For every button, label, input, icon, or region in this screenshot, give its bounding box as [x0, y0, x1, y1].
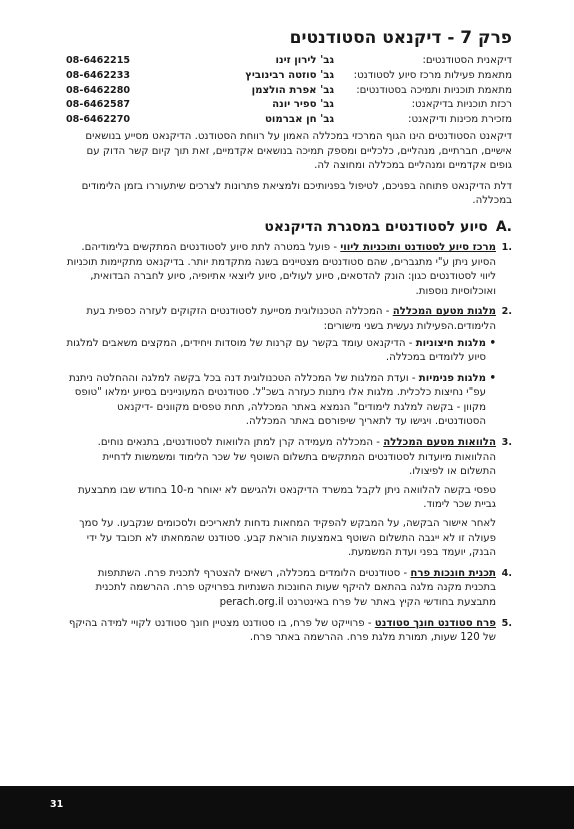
- intro-paragraph: דיקאנט הסטודנטים הינו הגוף המרכזי במכללה האמון על רווחת הסטודנט. הדיקנאט מסייע בנושאים אישיים, חברתיים, מנהליים, כלכליים ומספק תמיכה בנושאים אקדמיים, זאת תוך קיום קשר הדוק עם גופים אקדמיים ומנהליים במכללה ומחוצה לה.: [85, 130, 512, 172]
- bullet-icon: •: [489, 337, 496, 349]
- staff-name: גב' אפרת הולצמן: [251, 84, 334, 96]
- sub-list: [66, 337, 496, 431]
- sub-item-term: מלגות פנימיות: [418, 372, 486, 384]
- staff-phone: 08-6462270: [66, 114, 131, 126]
- chapter-title: פרק 7 - דיקנאט הסטודנטים: [289, 28, 512, 48]
- item-number: .1: [501, 241, 512, 253]
- staff-row: [66, 84, 512, 99]
- list-item: [66, 436, 512, 561]
- staff-name: גב' ספיר יונה: [272, 99, 334, 111]
- assistance-list: [66, 241, 512, 646]
- staff-role: מתאמת תוכניות ותמיכה בסטודנטים:: [356, 84, 512, 96]
- sub-item-text: - הדיקנאט עומד בקשר עם קרנות של מוסדות ויחידים, המקצים משאבים למלגות סיוע ללומדים במכללה.: [66, 337, 486, 364]
- staff-name: גב' סוזטה רבינוביץ: [245, 69, 334, 81]
- staff-phone: 08-6462233: [66, 69, 131, 81]
- item-term: מלגות מטעם המכללה: [392, 306, 496, 318]
- sub-list-item: [66, 337, 496, 366]
- item-text: - פועל במטרה לתת סיוע לסטודנטים המתקשים בלימודיהם. הסיוע ניתן ע"י מתגברים, שהם סטודנטים מצטיינים בשנה מתקדמת יותר. בדיקנאט מתקיימות תוכניות ליווי לסטודנטים כגון: הונק להדסאים, סיוע לעולים, סיוע ליוצאי אתיופיה, סיוע לחברה הבדואית, ואוכלוסיות נוספות.: [66, 241, 496, 297]
- item-number: .4: [501, 567, 512, 579]
- section-heading: [66, 217, 512, 237]
- staff-row: [66, 98, 512, 113]
- staff-role: דיקאנית הסטודנטים:: [422, 55, 512, 66]
- section-letter: .A: [495, 218, 512, 235]
- page-content: [66, 26, 512, 652]
- bullet-icon: •: [489, 372, 496, 384]
- page-number: 31: [50, 799, 64, 810]
- list-item: [66, 617, 512, 646]
- item-paragraph: טפסי בקשה להלוואה ניתן לקבל במשרד הדיקנאט ולהגישם לא יאוחר מ-10 בחודש שבו מתבצעת גביית שכר לימוד.: [77, 484, 496, 511]
- staff-name: גב' חן אברמוט: [264, 114, 334, 126]
- perach-link[interactable]: perach.org.il: [219, 597, 284, 609]
- section-title: סיוע לסטודנטים במסגרת הדיקנאט: [264, 218, 488, 235]
- item-term: הלוואות מטעם המכללה: [383, 437, 496, 449]
- item-number: .5: [501, 617, 512, 629]
- staff-role: מתאמת פעילות מרכז סיוע לסטודנט:: [353, 69, 512, 81]
- item-number: .2: [501, 306, 512, 318]
- staff-name: גב' לירון זינו: [275, 55, 334, 66]
- item-term: תכנית חונכות פרח: [410, 567, 496, 579]
- item-text: - סטודנטים הלומדים במכללה, רשאים להצטרף לתכנית פרח. השתתפות בתכנית מקנה מלגה בהתאם להיקף שעות החונכות השנתיות בפרויקט פרח. ההרשמה לתכנית מתבצעת בחודשי הקיץ באתר של פרח באינטרנט: [95, 567, 496, 609]
- sub-item-term: מלגות חיצוניות: [415, 337, 486, 349]
- item-number: .3: [501, 437, 512, 449]
- item-term: מרכז סיוע לסטודנט ותוכניות ליווי: [340, 241, 496, 253]
- staff-role: מזכירת מכינות ודיקאנט:: [408, 114, 512, 126]
- list-item: [66, 305, 512, 430]
- staff-phone: 08-6462280: [66, 84, 131, 96]
- staff-row: [66, 69, 512, 84]
- page-footer-bar: [0, 786, 574, 829]
- intro-paragraph: דלת הדיקנאט פתוחה בפניכם, לטיפול בפניותיכם ולמציאת פתרונות לצרכים שיתעוררו בזמן הלימודים במכללה.: [81, 180, 512, 207]
- sub-list-item: [66, 372, 496, 430]
- sub-item-text: - ועדת המלגות של המכללה הטכנולוגית דנה בכל בקשה למלגה וההחלטה ניתנת עפ"י נחיצות כלכלית. מלגות אלו ניתנות כעזרה בשכ"ל. סטודנטים המעוניינים בסיוע ימלאו "טופס מקוון - בקשה למלגת לימודים" הנמצא באתר המכללה, תחת טפסים מקוונים -דיקנאט הסטודנטים. ויגישו עד לתאריך שיפורסם באתר המכללה.: [69, 372, 486, 428]
- list-item: [66, 241, 512, 299]
- staff-phone: 08-6462587: [66, 99, 131, 111]
- staff-phone: 08-6462215: [66, 55, 131, 66]
- item-paragraph: לאחר אישור הבקשה, על המבקש להפקיד המחאות נדחות לתאריכים ולסכומים שנקבעו. על סמך פעולה זו לא ייגבה התשלום השוטף באמצעות הוראת קבע. סטודנט שהמחאתו לא תכובד על ידי הבנק, יועמד בפני ועדת המשמעת.: [79, 518, 496, 559]
- staff-row: [66, 113, 512, 128]
- staff-table: [66, 54, 512, 128]
- item-term: פרח סטודנט חונך סטודנט: [374, 617, 496, 629]
- item-text: - המכללה הטכנולוגית מסייעת לסטודנטים הזקוקים לעזרה כספית בעת הלימודים.הפעילות נעשית בשני מישורים:: [86, 306, 496, 332]
- list-item: [66, 567, 512, 611]
- item-text: - המכללה מעמידה קרן למתן הלוואות לסטודנטים, בתנאים נוחים. ההלוואות מיועדות לסטודנטים המתקשים בתשלום השוטף של שכר הלימוד ומשמשות לדחיית התשלום או לפיצולו.: [97, 437, 496, 478]
- item-text: - פרוייקט של פרח, בו סטודנט מצטיין חונך סטודנט לקויי למידה בהיקף של 120 שעות, תמורת מלגת פרח. ההרשמה באתר פרח.: [68, 617, 496, 644]
- staff-row: [66, 54, 512, 69]
- staff-role: רכזת תוכניות בדיקאנט:: [411, 99, 512, 111]
